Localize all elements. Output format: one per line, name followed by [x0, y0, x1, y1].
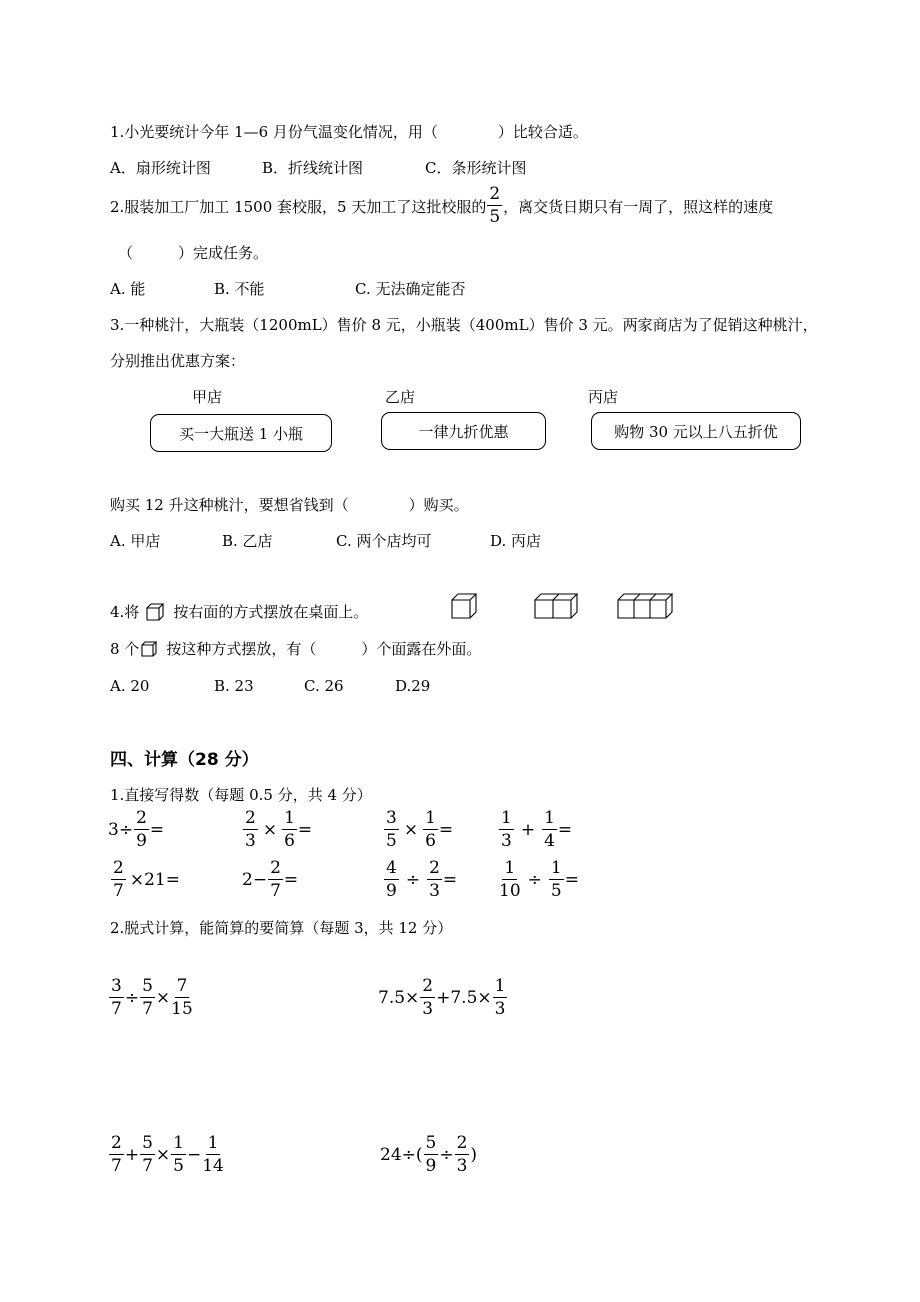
fraction: [282, 810, 297, 850]
q3-stem: 3.一种桃汁，大瓶装（1200mL）售价 8 元，小瓶装（400mL）售价 3 元。两家商店为了促销这种桃汁，: [110, 316, 818, 334]
calc-expr-2: [378, 978, 508, 1018]
denominator: 4: [544, 831, 555, 851]
numerator: 5: [142, 976, 153, 996]
denominator: 3: [456, 1156, 468, 1176]
denominator: 3: [494, 999, 506, 1019]
fraction: [423, 810, 438, 850]
section4-title: 四、计算（28 分）: [110, 750, 259, 770]
mental-expr-1: [108, 810, 164, 850]
numerator: 1: [550, 858, 562, 878]
numerator: 7: [176, 976, 188, 996]
fraction: [134, 810, 149, 850]
q4-stem-before: 4.将: [110, 603, 140, 621]
numerator: 2: [111, 1133, 122, 1153]
fraction: [549, 860, 564, 900]
numerator: 2: [270, 858, 281, 878]
q3-stem-line2: 分别推出优惠方案：: [110, 352, 246, 370]
shop-yi-name: 乙店: [385, 388, 416, 406]
equals: =: [564, 870, 579, 890]
q2-fraction-denominator: 5: [489, 207, 501, 227]
numerator: 1: [284, 808, 295, 828]
fraction: [109, 1135, 124, 1175]
q4-option-c: C. 26: [304, 677, 344, 695]
calc-expr-4-a: 24÷(: [380, 1145, 423, 1165]
calc-expr-3: [108, 1135, 225, 1175]
denominator: 9: [425, 1156, 437, 1176]
mental-expr-6-pre: 2−: [242, 870, 268, 890]
fraction: [202, 1135, 224, 1175]
numerator: 1: [207, 1133, 219, 1153]
numerator: 1: [501, 808, 512, 828]
numerator: 5: [425, 1133, 437, 1153]
denominator: 3: [422, 999, 434, 1019]
q2-stem-before: 2.服装加工厂加工 1500 套校服，5 天加工了这批校服的: [110, 197, 487, 216]
operator: +: [124, 1145, 140, 1165]
operator: ÷: [124, 988, 140, 1008]
denominator: 5: [550, 881, 562, 901]
mental-expr-8: [498, 860, 579, 900]
cube-icon: [145, 602, 167, 622]
q2-fraction-numerator: 2: [489, 184, 501, 204]
denominator: 7: [142, 1156, 153, 1176]
q1-stem: 1.小光要统计今年 1—6 月份气温变化情况，用（ ）比较合适。: [110, 123, 588, 141]
q3-option-c: C. 两个店均可: [336, 532, 432, 550]
shop-bing-name: 丙店: [588, 388, 619, 406]
denominator: 6: [425, 831, 436, 851]
calc-expr-4: [380, 1135, 477, 1175]
fraction: [384, 810, 399, 850]
equals: =: [283, 870, 299, 890]
operator: ×: [403, 820, 419, 840]
equals: =: [438, 820, 454, 840]
shop-bing-offer-box: [591, 412, 801, 450]
fraction: [171, 978, 193, 1018]
mental-expr-7: [383, 860, 457, 900]
cube-arrangement-one: [452, 594, 476, 618]
mental-expr-5: [110, 860, 180, 900]
numerator: 3: [386, 808, 397, 828]
fraction: [499, 810, 514, 850]
q1-option-c: C．条形统计图: [425, 159, 527, 177]
numerator: 2: [429, 858, 440, 878]
numerator: 3: [111, 976, 122, 996]
cube-arrangement-figure: [450, 592, 690, 620]
q3-question: 购买 12 升这种桃汁，要想省钱到（ ）购买。: [110, 496, 469, 514]
denominator: 7: [142, 999, 153, 1019]
q2-stem: [110, 186, 773, 226]
denominator: 3: [245, 831, 256, 851]
fraction: [420, 978, 435, 1018]
numerator: 2: [136, 808, 147, 828]
equals: =: [442, 870, 458, 890]
calc-expr-2-a: 7.5×: [378, 988, 420, 1008]
numerator: 4: [386, 858, 397, 878]
denominator: 14: [202, 1156, 224, 1176]
denominator: 5: [386, 831, 397, 851]
numerator: 5: [142, 1133, 153, 1153]
q4-stem: [110, 601, 368, 622]
denominator: 15: [171, 999, 193, 1019]
q4-line2: [110, 638, 481, 659]
q2-option-c: C. 无法确定能否: [355, 280, 466, 298]
operator: ÷: [527, 870, 542, 890]
mental-math-title: 1.直接写得数（每题 0.5 分，共 4 分）: [110, 786, 372, 804]
denominator: 3: [429, 881, 440, 901]
numerator: 1: [494, 976, 506, 996]
denominator: 5: [173, 1156, 184, 1176]
q4-stem-after: 按右面的方式摆放在桌面上。: [173, 603, 369, 621]
operator: ×: [262, 820, 278, 840]
fraction: [542, 810, 557, 850]
mental-expr-3: [383, 810, 453, 850]
fraction: [171, 1135, 186, 1175]
q1-option-b: B．折线统计图: [262, 159, 364, 177]
operator: ÷: [405, 870, 421, 890]
fraction: [384, 860, 399, 900]
tail: ×21=: [129, 870, 180, 890]
shop-jia-offer: 买一大瓶送 1 小瓶: [178, 424, 304, 443]
operator: ×: [155, 1145, 171, 1165]
q2-option-b: B. 不能: [214, 280, 265, 298]
equals: =: [149, 820, 165, 840]
numerator: 2: [456, 1133, 468, 1153]
denominator: 3: [501, 831, 512, 851]
denominator: 7: [270, 881, 281, 901]
q1-option-a: A．扇形统计图: [110, 159, 211, 177]
fraction: [140, 978, 155, 1018]
shop-jia-offer-box: [150, 414, 332, 452]
q2-fraction: [487, 186, 502, 226]
fraction: [427, 860, 442, 900]
numerator: 2: [245, 808, 256, 828]
numerator: 1: [173, 1133, 184, 1153]
equals: =: [297, 820, 313, 840]
fraction: [499, 860, 521, 900]
mental-expr-2: [242, 810, 312, 850]
mental-expr-1-pre: 3÷: [108, 820, 134, 840]
denominator: 6: [284, 831, 295, 851]
q3-option-a: A. 甲店: [110, 532, 161, 550]
q4-line2-after: 按这种方式摆放，有（ ）个面露在外面。: [166, 640, 482, 658]
q2-stem-after: ，离交货日期只有一周了，照这样的速度: [503, 197, 774, 216]
fraction: [109, 978, 124, 1018]
cube-arrangement-two: [535, 594, 577, 618]
q4-option-d: D.29: [395, 677, 431, 695]
denominator: 10: [499, 881, 521, 901]
cube-arrangement-three: [618, 594, 672, 618]
fraction: [455, 1135, 470, 1175]
step-calc-title: 2.脱式计算，能简算的要简算（每题 3，共 12 分）: [110, 919, 453, 937]
q3-option-b: B. 乙店: [222, 532, 273, 550]
cube-icon: [140, 640, 160, 658]
fraction: [424, 1135, 439, 1175]
shop-jia-name: 甲店: [192, 388, 223, 406]
q4-line2-before: 8 个: [110, 640, 140, 658]
q3-option-d: D. 丙店: [490, 532, 542, 550]
shop-bing-offer: 购物 30 元以上八五折优: [614, 422, 778, 441]
numerator: 1: [504, 858, 516, 878]
fraction: [493, 978, 508, 1018]
calc-expr-2-b: +7.5×: [436, 988, 492, 1008]
numerator: 2: [113, 858, 124, 878]
q2-option-a: A. 能: [110, 280, 146, 298]
operator: ×: [155, 988, 171, 1008]
q2-line2: （ ）完成任务。: [118, 244, 269, 262]
equals: =: [557, 820, 573, 840]
calc-expr-1: [108, 978, 194, 1018]
numerator: 1: [425, 808, 436, 828]
fraction: [243, 810, 258, 850]
operator: ÷: [439, 1145, 454, 1165]
denominator: 7: [113, 881, 124, 901]
mental-expr-6: [242, 860, 298, 900]
fraction: [140, 1135, 155, 1175]
operator: −: [186, 1145, 202, 1165]
q4-option-a: A. 20: [110, 677, 150, 695]
denominator: 7: [111, 1156, 122, 1176]
operator: +: [520, 820, 536, 840]
q4-option-b: B. 23: [214, 677, 254, 695]
shop-yi-offer-box: [381, 412, 546, 450]
denominator: 9: [386, 881, 397, 901]
denominator: 9: [136, 831, 147, 851]
shop-yi-offer: 一律九折优惠: [418, 422, 509, 441]
denominator: 7: [111, 999, 122, 1019]
fraction: [111, 860, 126, 900]
calc-expr-4-b: ): [470, 1145, 478, 1165]
mental-expr-4: [498, 810, 572, 850]
numerator: 1: [544, 808, 555, 828]
fraction: [268, 860, 283, 900]
numerator: 2: [422, 976, 434, 996]
